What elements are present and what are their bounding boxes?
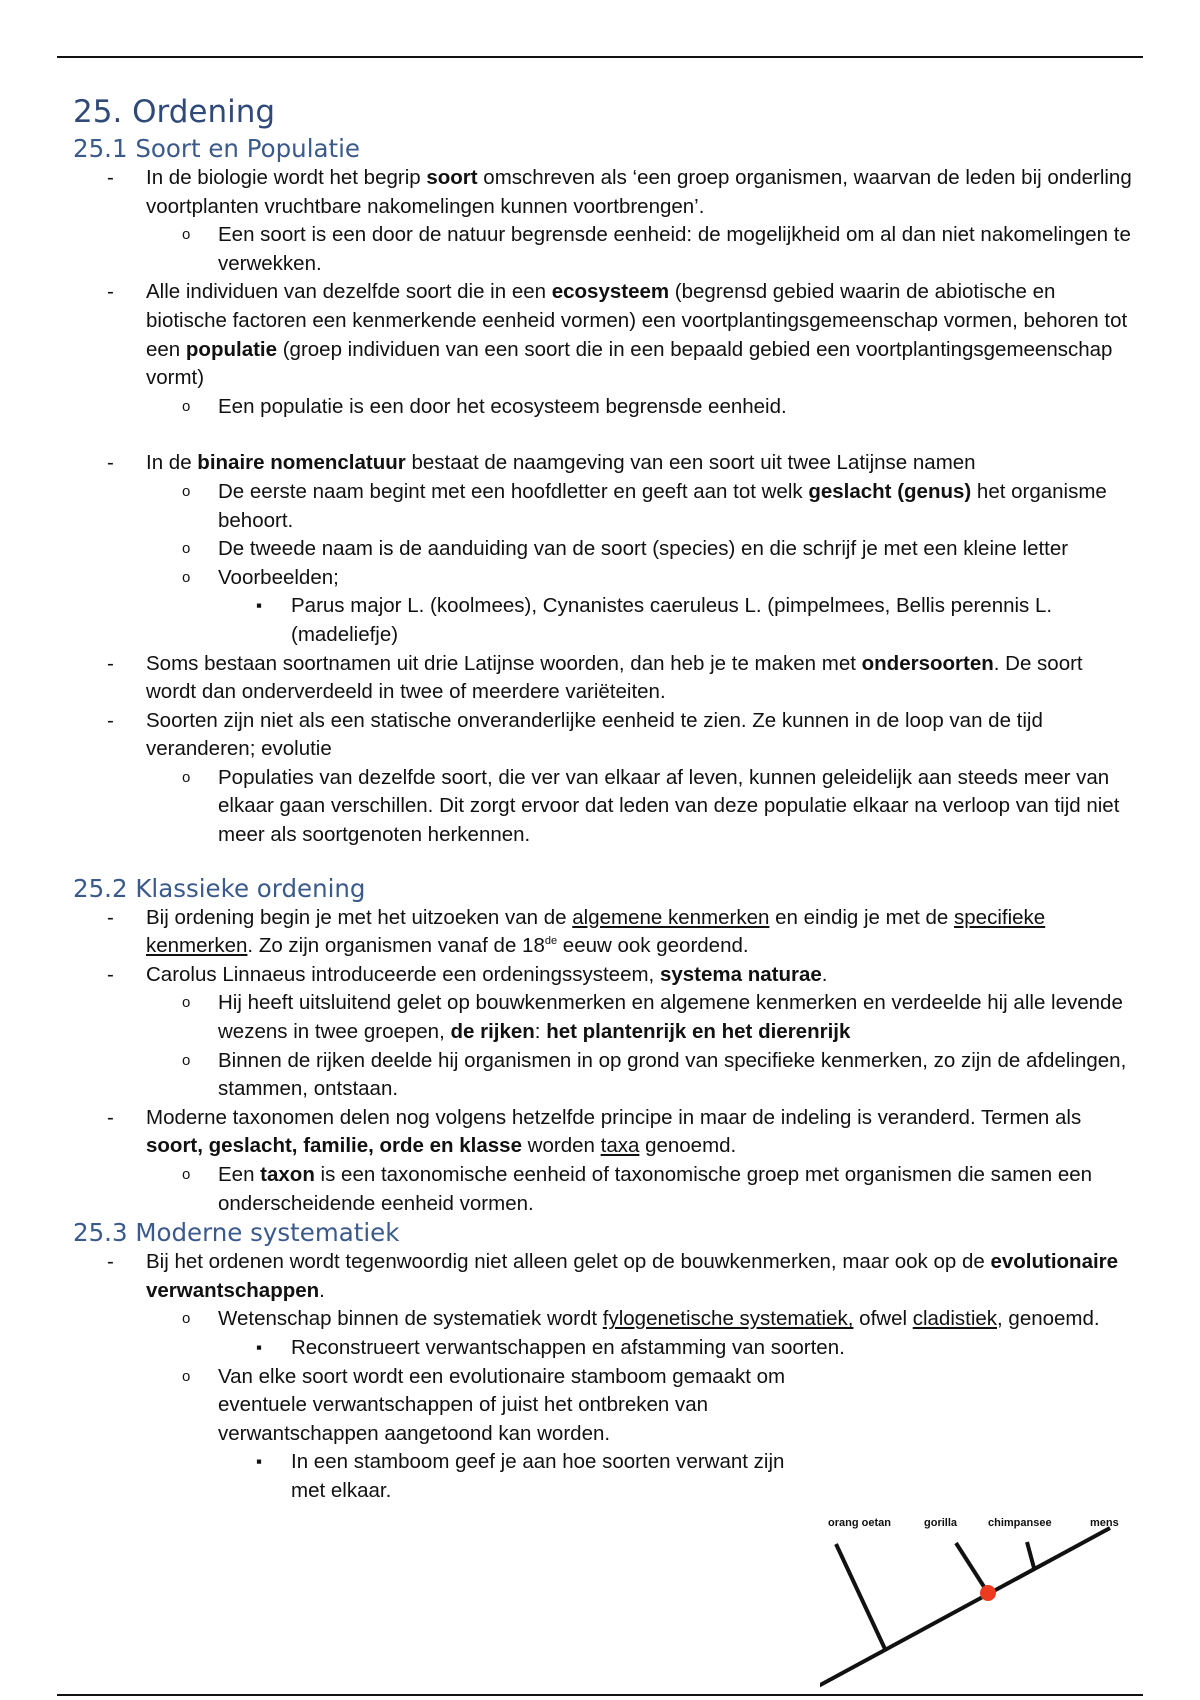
bullet-evolutie: - Soorten zijn niet als een statische onveranderlijke eenheid te zien. Ze kunnen in de loop van de tijd veranderen; evolutie <box>73 707 1133 764</box>
chapter-title: 25. Ordening <box>73 94 276 130</box>
bullet-verwantschappen: - Bij het ordenen wordt tegenwoordig niet alleen gelet op de bouwkenmerken, maar ook op de evolutionaire verwantschappen. <box>73 1248 1133 1305</box>
section-title-25-3: 25.3 Moderne systematiek <box>73 1218 400 1248</box>
bullet-populatie: - Alle individuen van dezelfde soort die in een ecosysteem (begrensd gebied waarin de abiotische en biotische factoren een kenmerkende eenheid vormen) een voortplantingsgemeenschap vormen, behoren tot een populatie (groep individuen van een soort die in een bepaald gebied een voortplantingsgemeenschap vormt) <box>73 278 1133 392</box>
section-title-25-2: 25.2 Klassieke ordening <box>73 873 366 903</box>
tree-label-chimpansee: chimpansee <box>988 1517 1052 1529</box>
tree-label-orang-oetan: orang oetan <box>828 1517 891 1529</box>
bullet-nomenclatuur: - In de binaire nomenclatuur bestaat de naamgeving van een soort uit twee Latijnse namen <box>73 449 1133 478</box>
sub-bullet: o Een soort is een door de natuur begrensde eenheid: de mogelijkheid om al dan niet nakomelingen te verwekken. <box>73 221 1133 278</box>
document-body <box>73 92 1133 1506</box>
bullet-soort-definition: - In de biologie wordt het begrip soort omschreven als ‘een groep organismen, waarvan de leden bij onderling voortplanten vruchtbare nakomelingen kunnen voortbrengen’. <box>73 164 1133 221</box>
tree-common-ancestor-node <box>980 1585 996 1601</box>
sub-sub-bullet: ▪ Parus major L. (koolmees), Cynanistes caeruleus L. (pimpelmees, Bellis perennis L. (madeliefje) <box>73 592 1133 649</box>
tree-branch-orang-oetan <box>836 1544 885 1649</box>
tree-label-gorilla: gorilla <box>924 1517 958 1529</box>
sub-bullet: o De eerste naam begint met een hoofdletter en geeft aan tot welk geslacht (genus) het organisme behoort. <box>73 478 1133 535</box>
sub-bullet: o Populaties van dezelfde soort, die ver van elkaar af leven, kunnen geleidelijk aan steeds meer van elkaar gaan verschillen. Dit zorgt ervoor dat leden van deze populatie elkaar na verloop van tijd niet meer als soortgenoten herkennen. <box>73 764 1133 850</box>
section-title-25-1: 25.1 Soort en Populatie <box>73 134 361 163</box>
sub-bullet: o De tweede naam is de aanduiding van de soort (species) en die schrijf je met een kleine letter <box>73 535 1133 564</box>
bullet-ordening: - Bij ordening begin je met het uitzoeken van de algemene kenmerken en eindig je met de specifieke kenmerken. Zo zijn organismen vanaf de 18de eeuw ook geordend. <box>73 904 1133 961</box>
bullet-ondersoorten: - Soms bestaan soortnamen uit drie Latijnse woorden, dan heb je te maken met ondersoorten. De soort wordt dan onderverdeeld in twee of meerdere variëteiten. <box>73 650 1133 707</box>
sub-bullet: o Wetenschap binnen de systematiek wordt fylogenetische systematiek, ofwel cladistiek, genoemd. <box>73 1305 1133 1334</box>
tree-branch-gorilla <box>956 1543 988 1593</box>
sub-bullet-stamboom: o Van elke soort wordt een evolutionaire stamboom gemaakt om eventuele verwantschappen of juist het ontbreken van verwantschappen aangetoond kan worden. <box>73 1363 808 1449</box>
phylogenetic-tree <box>820 1508 1140 1693</box>
bullet-linnaeus: - Carolus Linnaeus introduceerde een ordeningssysteem, systema naturae. <box>73 961 1133 990</box>
sub-bullet: o Een populatie is een door het ecosysteem begrensde eenheid. <box>73 393 1133 422</box>
sub-bullet: o Binnen de rijken deelde hij organismen in op grond van specifieke kenmerken, zo zijn de afdelingen, stammen, ontstaan. <box>73 1047 1133 1104</box>
sub-bullet: o Voorbeelden; <box>73 564 1133 593</box>
tree-label-mens: mens <box>1090 1517 1119 1529</box>
tree-branch-chimpansee <box>1027 1542 1034 1568</box>
header-rule <box>57 56 1143 58</box>
sub-bullet: o Hij heeft uitsluitend gelet op bouwkenmerken en algemene kenmerken en verdeelde hij alle levende wezens in twee groepen, de rijken: het plantenrijk en het dierenrijk <box>73 989 1133 1046</box>
tree-trunk <box>820 1528 1110 1693</box>
sub-sub-bullet: ▪ Reconstrueert verwantschappen en afstamming van soorten. <box>73 1334 1133 1363</box>
footer-rule <box>57 1694 1143 1696</box>
sub-sub-bullet: ▪ In een stamboom geef je aan hoe soorten verwant zijn met elkaar. <box>73 1448 811 1505</box>
bullet-taxa: - Moderne taxonomen delen nog volgens hetzelfde principe in maar de indeling is veranderd. Termen als soort, geslacht, familie, orde en klasse worden taxa genoemd. <box>73 1104 1133 1161</box>
sub-bullet: o Een taxon is een taxonomische eenheid of taxonomische groep met organismen die samen een onderscheidende eenheid vormen. <box>73 1161 1133 1218</box>
